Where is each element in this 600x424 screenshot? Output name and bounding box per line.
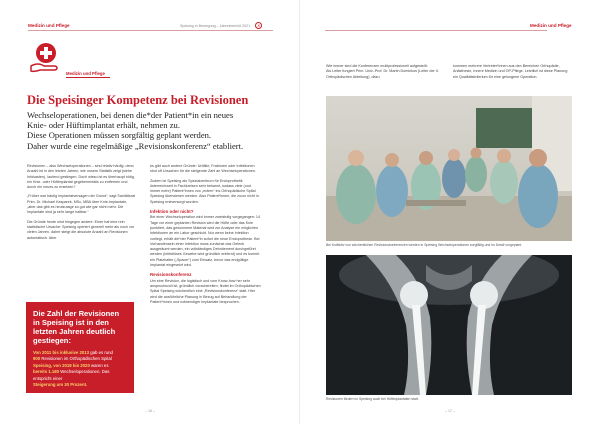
- page-number-right: – 17 –: [445, 409, 455, 413]
- xray-photo-caption: Revisionen fördern in Speising auch bei Hüftimplantaten statt.: [326, 397, 419, 401]
- callout-plain: Wechseloperationen. Das entspricht einer: [33, 369, 110, 381]
- body-paragraph: Als Leiter fungiert Prim. Univ.-Prof. Dr. Martin Dominkus (Leiter der II. Orthopädischen Abteilung), dazu: [326, 69, 439, 79]
- magazine-title: Speising in Bewegung – Jahresbericht 2021: [180, 23, 251, 28]
- logo-rule: [66, 77, 110, 78]
- logo-label: Medizin und Pflege: [66, 71, 105, 76]
- body-paragraph: Zudem ist Speising als Spezialzentrum für Endoprothetik österreichweit in Fachkreisen sehr bekannt, sodass viele (und immer mehr) Patient*innen von „extern“ ins Orthopädische Spital Speising überwiesen werden. Also Patient*innen, die zuvor nicht in Speising erstversorgt wurden.: [150, 178, 259, 204]
- callout-plain: waren es: [89, 362, 109, 368]
- callout-title: Die Zahl der Revisionen in Speising ist in den letzten Jahren deutlich gestiegen:: [33, 309, 120, 345]
- right-page: [300, 0, 600, 424]
- body-column-2: [150, 164, 262, 309]
- ring-logo-icon: ✕: [256, 22, 261, 28]
- conference-photo: [326, 96, 572, 241]
- body-paragraph: es gibt auch andere Gründe: Unfälle, Frakturen oder Infektionen sind oft Ursachen für die steigende Zahl an Wechseloperationen.: [150, 164, 256, 174]
- callout-plain: gab es rund: [89, 350, 113, 355]
- lead-line: Daher wurde eine regelmäßige „Revisionskonferenz“ etabliert.: [27, 140, 244, 151]
- right-body-column-2: [453, 64, 571, 84]
- body-paragraph: Wie immer sind die Konferenzen multiprofessionell aufgestellt:: [326, 64, 428, 68]
- body-paragraph: „Früher war häufig Implantatversagen der Grund“, sagt Sanitätsrat Prim. Dr. Michael Kasparek, MSc, MBA über Knie-Implantate, „aber das gibt es heutzutage so gut wie gar nicht mehr. Die Implantate sind ja sehr lange haltbar.“: [27, 194, 136, 215]
- page-number-left: – 16 –: [145, 409, 155, 413]
- callout-highlight: Steigerung um 30 Prozent.: [33, 382, 88, 388]
- stats-callout: [26, 302, 134, 393]
- body-paragraph: Revisionen – also Wechseloperationen – sind relativ häufig: denn Anzahl ist in den letzten Jahren, wie unsere Statistik zeigt (siehe Infokasten), laufend gestiegen. Doch wieso ist es überhaupt nötig, ein Knie- oder Hüftimplantat gegebenenfalls zu entfernen und durch ein neues zu ersetzen?: [27, 164, 135, 190]
- callout-highlight: 900: [33, 356, 41, 362]
- top-rule-left: [28, 30, 273, 31]
- body-paragraph: Die Gründe heute sind hingegen andere: Einer hat eine rein statistische Ursache: Speising operiert generell mehr als noch vor vielen Jahren, daher steigt die absolute Anzahl an Revisionen automatisch. Aber: [27, 219, 135, 240]
- callout-highlight: Von 2011 bis inklusive 2013: [33, 350, 90, 355]
- lead-line: Wechseloperationen, bei denen die*der Patient*in ein neues: [27, 110, 234, 120]
- running-head-right: Medizin und Pflege: [530, 23, 572, 28]
- lead-line: Knie- oder Hüftimplantat erhält, nehmen zu.: [27, 120, 180, 131]
- subhead-conference: Revisionskonferenz: [150, 272, 192, 278]
- running-head-left: Medizin und Pflege: [28, 23, 70, 28]
- article-lead: [27, 110, 289, 151]
- callout-highlight: bereits 1.180: [33, 369, 60, 375]
- conference-photo-caption: Bei Kollektiv von wöchentlichen Revisionskonferenzen werden in Speising Wechseloperationen sorgfältig und im Detail vorgeplant.: [326, 243, 523, 247]
- body-paragraph: kommen mehrere Vertreter*innen aus den Bereichen Orthopädie, Anästhesie, Innere Medizin und OP-Pflege. Letztlich ist diese Planung ein Qualitätskriterium für eine gelungene Operation.: [453, 64, 568, 79]
- body-paragraph: Bei einer Wechseloperation wird immer zweistufig vorgegangen: 14 Tage vor einer geplanten Revision wird die Hüfte oder das Knie punktiert, das gewonnene Material wird zur Analyse ein möglichen Infektionen an ein Labor geschickt. Nur wenn keine Infektion vorliegt, erhält die*der Patient*in sofort die neue Endoprothese. Bei Vorhandensein einer Infektion muss zunächst das Gelenk ausgeräumt werden, ein vollständiges Debridement durchgeführt werden (infektiöses Gewebe wird gründlich entfernt) und es kommt ein Platzhalter („Spacer“) zum Einsatz, bevor das endgültige Implantat eingesetzt wird.: [150, 215, 260, 268]
- callout-plain: Revisionen im Orthopädischen Spital: [40, 356, 112, 362]
- magazine-header: [180, 22, 262, 29]
- body-paragraph: Um eine Revision, die logistisch und vom Know-how her sehr anspruchsvoll ist, gründlich vorzubereiten, findet im Orthopädischen Spital Speising wöchentlich eine „Revisionskonferenz“ statt. Hier wird die ausführliche Planung in Bezug auf Behandlung der Patient*innen und notwendiger Implantate besprochen.: [150, 278, 261, 304]
- xray-photo: [326, 255, 572, 395]
- top-rule-right: [325, 30, 547, 31]
- subhead-infection: Infektion oder nicht?: [150, 209, 194, 215]
- right-body-column-1: [326, 64, 442, 84]
- callout-highlight: Speising, von 2018 bis 2020: [33, 362, 90, 368]
- hand-cross-icon: [30, 42, 60, 74]
- body-column-1: [27, 164, 135, 245]
- lead-line: Diese Operationen müssen sorgfältig geplant werden.: [27, 130, 212, 141]
- callout-text: [33, 350, 127, 388]
- article-headline: Die Speisinger Kompetenz bei Revisionen: [27, 93, 249, 107]
